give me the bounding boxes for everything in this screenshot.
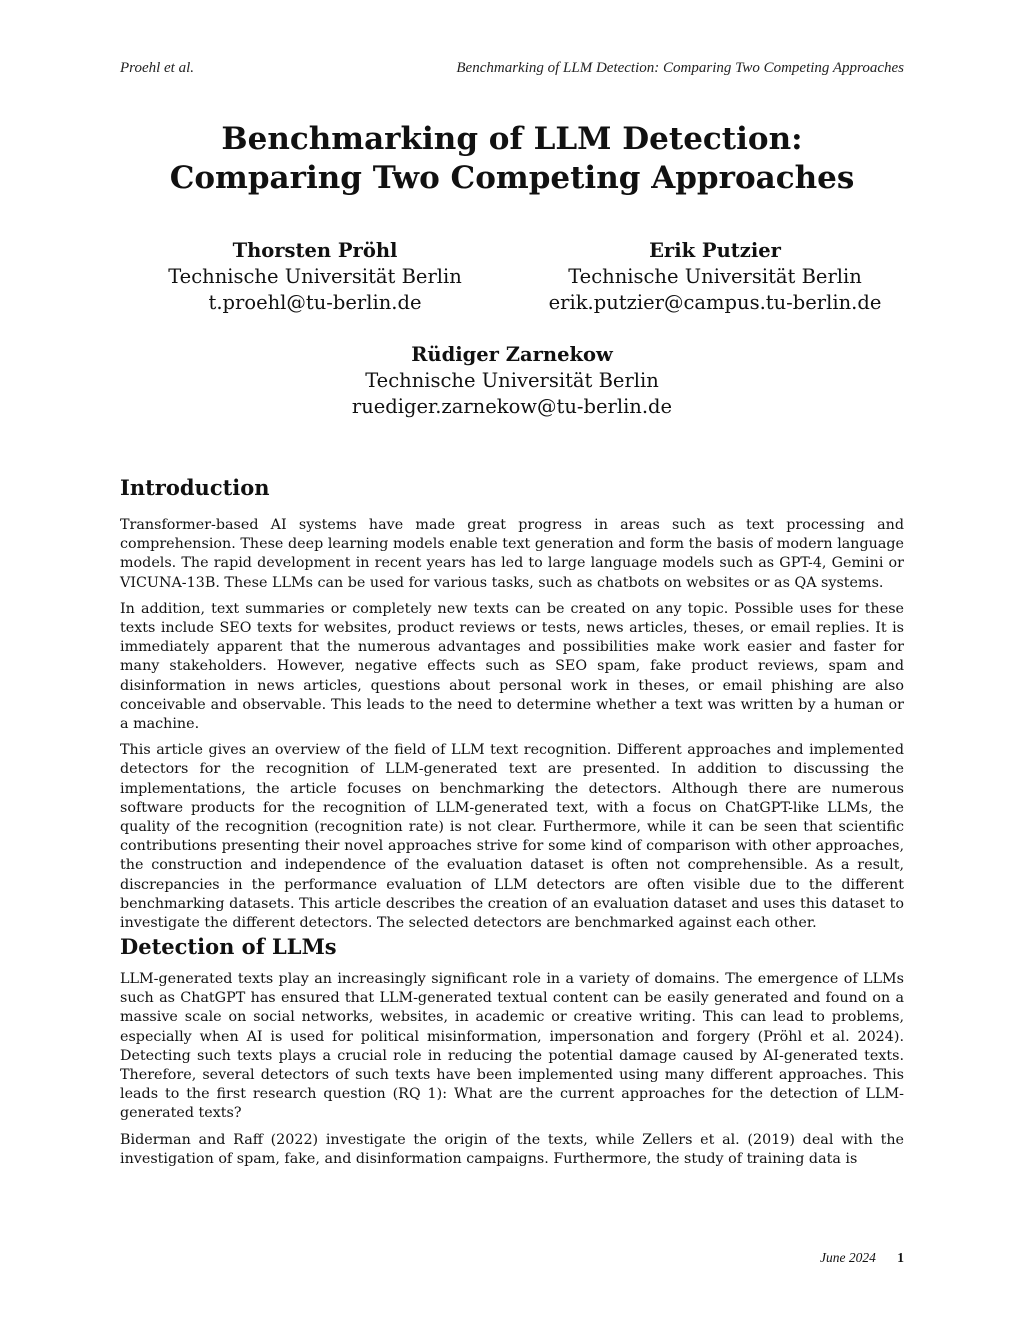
- footer-date: June 2024: [820, 1250, 876, 1265]
- author-affiliation: Technische Universität Berlin: [168, 265, 462, 288]
- paper-title: [120, 120, 904, 198]
- page-number: 1: [897, 1250, 904, 1265]
- author-affiliation: Technische Universität Berlin: [365, 369, 659, 392]
- paragraph: Biderman and Raff (2022) investigate the origin of the texts, while Zellers et al. (2019) deal with the investigation of spam, fake, and disinformation campaigns. Furthermore, the study of training data is: [120, 1131, 904, 1167]
- section-heading-detection: Detection of LLMs: [120, 934, 337, 959]
- running-header-authors: Proehl et al.: [120, 60, 195, 76]
- page-footer: [820, 1250, 904, 1266]
- author-email: t.proehl@tu-berlin.de: [208, 291, 422, 314]
- paragraph: In addition, text summaries or completely new texts can be created on any topic. Possible uses for these texts include SEO texts for websites, product reviews or tests, news articles, theses, or email replies. It is immediately apparent that the numerous advantages and possibilities make work easier and faster for many stakeholders. However, negative effects such as SEO spam, fake product reviews, spam and disinformation in news articles, questions about personal work in theses, or email phishing are also conceivable and observable. This leads to the need to determine whether a text was written by a human or a machine.: [120, 600, 904, 733]
- paragraph: LLM-generated texts play an increasingly significant role in a variety of domains. The emergence of LLMs such as ChatGPT has ensured that LLM-generated textual content can be easily generated and found on a massive scale on social networks, websites, in academic or creative writing. This can lead to problems, especially when AI is used for political misinformation, impersonation and forgery (Pröhl et al. 2024). Detecting such texts plays a crucial role in reducing the potential damage caused by AI-generated texts. Therefore, several detectors of such texts have been implemented using many different approaches. This leads to the first research question (RQ 1): What are the current approaches for the detection of LLM-generated texts?: [120, 971, 904, 1122]
- paragraph: This article gives an overview of the field of LLM text recognition. Different approaches and implemented detectors for the recognition of LLM-generated text are presented. In addition to discussing the implementations, the article focuses on benchmarking the detectors. Although there are numerous software products for the recognition of LLM-generated text, with a focus on ChatGPT-like LLMs, the quality of the recognition (recognition rate) is not clear. Furthermore, while it can be seen that scientific contributions presenting their novel approaches strive for some kind of comparison with other approaches, the construction and independence of the evaluation dataset is often not comprehensible. As a result, discrepancies in the performance evaluation of LLM detectors are often visible due to the different benchmarking datasets. This article describes the creation of an evaluation dataset and uses this dataset to investigate the different detectors. The selected detectors are benchmarked against each other.: [120, 742, 904, 932]
- author-name: Thorsten Pröhl: [232, 239, 398, 262]
- section-body-detection: [120, 970, 904, 1176]
- author-email: ruediger.zarnekow@tu-berlin.de: [351, 395, 673, 418]
- author-block: [530, 238, 900, 316]
- author-name: Rüdiger Zarnekow: [411, 343, 613, 366]
- author-email: erik.putzier@campus.tu-berlin.de: [548, 291, 882, 314]
- paper-title-line-1: Benchmarking of LLM Detection:: [221, 121, 803, 157]
- section-heading-introduction: Introduction: [120, 475, 270, 500]
- author-name: Erik Putzier: [649, 239, 781, 262]
- section-body-introduction: [120, 516, 904, 940]
- running-header-title: Benchmarking of LLM Detection: Comparing Two Competing Approaches: [456, 60, 904, 76]
- author-affiliation: Technische Universität Berlin: [568, 265, 862, 288]
- running-header: [120, 60, 904, 80]
- author-block: [130, 238, 500, 316]
- paper-title-line-2: Comparing Two Competing Approaches: [169, 160, 855, 196]
- author-block: [312, 342, 712, 420]
- paragraph: Transformer-based AI systems have made great progress in areas such as text processing and comprehension. These deep learning models enable text generation and form the basis of modern language models. The rapid development in recent years has led to large language models such as GPT-4, Gemini or VICUNA-13B. These LLMs can be used for various tasks, such as chatbots on websites or as QA systems.: [120, 517, 904, 591]
